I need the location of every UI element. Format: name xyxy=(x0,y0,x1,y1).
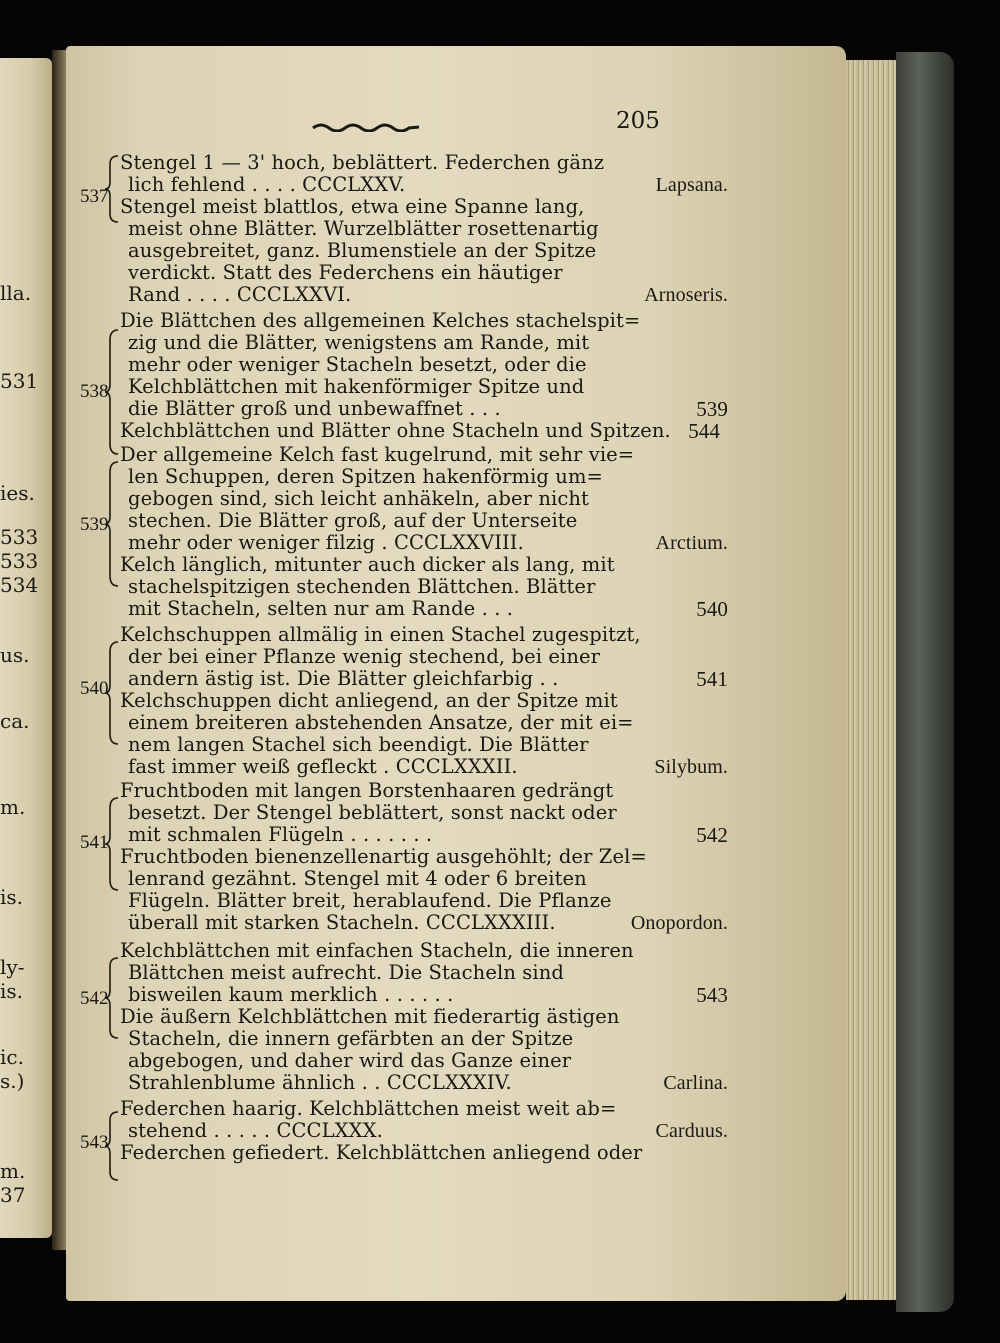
key-line-text: Flügeln. Blätter breit, herablaufend. Die Pflanze xyxy=(128,889,612,912)
key-line-text: lenrand gezähnt. Stengel mit 4 oder 6 breiten xyxy=(128,867,587,890)
key-line xyxy=(128,962,728,984)
couplet-reference: 543 xyxy=(696,983,728,1007)
key-line-text: Kelchblättchen mit einfachen Stacheln, die inneren xyxy=(120,939,634,962)
key-line-text: die Blätter groß und unbewaffnet . . . xyxy=(128,397,501,420)
key-line-text: fast immer weiß gefleckt . CCCLXXXII. xyxy=(128,755,518,778)
key-line xyxy=(120,554,720,576)
key-line xyxy=(128,376,728,398)
book-cover xyxy=(896,52,954,1312)
key-line xyxy=(120,196,720,218)
key-line-text: mehr oder weniger filzig . CCCLXXVIII. xyxy=(128,531,524,554)
couplet-reference: 539 xyxy=(696,397,728,421)
key-line-text: Stacheln, die innern gefärbten an der Spitze xyxy=(128,1027,574,1050)
genus-name: Onopordon. xyxy=(630,912,728,934)
key-line-text: mit Stacheln, selten nur am Rande . . . xyxy=(128,597,514,620)
key-line xyxy=(128,912,728,934)
key-line xyxy=(128,240,728,262)
margin-fragment: ly- xyxy=(0,955,25,979)
couplet-number: 541 xyxy=(80,832,109,853)
key-line xyxy=(128,984,728,1006)
margin-fragment: ca. xyxy=(0,709,30,733)
key-line xyxy=(128,734,728,756)
brace-542 xyxy=(104,956,120,1040)
key-line xyxy=(128,1028,728,1050)
key-line-text: gebogen sind, sich leicht anhäkeln, aber nicht xyxy=(128,487,589,510)
brace-539 xyxy=(104,460,120,588)
key-line xyxy=(128,466,728,488)
key-line-text: Die äußern Kelchblättchen mit fiederartig ästigen xyxy=(120,1005,620,1028)
couplet-reference: 540 xyxy=(696,597,728,621)
key-line xyxy=(128,1072,728,1094)
key-line xyxy=(120,310,720,332)
previous-page-edge xyxy=(0,58,52,1238)
margin-fragment: 533 xyxy=(0,525,39,549)
key-line-text: lich fehlend . . . . CCCLXXV. xyxy=(128,173,406,196)
margin-fragment: lla. xyxy=(0,281,32,305)
genus-name: Arctium. xyxy=(655,532,728,554)
key-line xyxy=(120,940,720,962)
key-line xyxy=(128,890,728,912)
key-line xyxy=(128,868,728,890)
key-line xyxy=(128,756,728,778)
brace-538 xyxy=(104,328,120,456)
key-line-text: bisweilen kaum merklich . . . . . . xyxy=(128,983,454,1006)
margin-fragment: 533 xyxy=(0,549,39,573)
key-line-text: Kelchschuppen allmälig in einen Stachel zugespitzt, xyxy=(120,623,641,646)
key-line-text: Federchen haarig. Kelchblättchen meist weit ab= xyxy=(120,1097,617,1120)
key-line-text: besetzt. Der Stengel beblättert, sonst nackt oder xyxy=(128,801,617,824)
key-line xyxy=(120,152,720,174)
key-line-text: len Schuppen, deren Spitzen hakenförmig um= xyxy=(128,465,603,488)
margin-fragment: is. xyxy=(0,885,24,909)
key-line xyxy=(120,690,720,712)
book-page xyxy=(66,46,846,1301)
key-line-text: ausgebreitet, ganz. Blumenstiele an der Spitze xyxy=(128,239,597,262)
key-line-text: andern ästig ist. Die Blätter gleichfarbig . . xyxy=(128,667,559,690)
couplet-reference: 541 xyxy=(696,667,728,691)
key-line-text: stechen. Die Blätter groß, auf der Unterseite xyxy=(128,509,578,532)
genus-name: Lapsana. xyxy=(655,174,728,196)
key-line-text: Federchen gefiedert. Kelchblättchen anliegend oder xyxy=(120,1141,643,1164)
key-line xyxy=(128,284,728,306)
key-line-text: stehend . . . . . CCCLXXX. xyxy=(128,1119,383,1142)
key-line-text: mehr oder weniger Stacheln besetzt, oder die xyxy=(128,353,587,376)
key-line xyxy=(128,488,728,510)
margin-fragment: ies. xyxy=(0,481,35,505)
margin-fragment: m. xyxy=(0,795,26,819)
key-line xyxy=(128,510,728,532)
key-line xyxy=(120,846,720,868)
key-line xyxy=(128,712,728,734)
key-line xyxy=(128,354,728,376)
key-line xyxy=(128,824,728,846)
margin-fragment: is. xyxy=(0,979,24,1003)
key-line xyxy=(128,646,728,668)
key-line-text: meist ohne Blätter. Wurzelblätter rosettenartig xyxy=(128,217,599,240)
key-line xyxy=(128,576,728,598)
key-line xyxy=(128,262,728,284)
key-line xyxy=(128,668,728,690)
key-line-text: Kelchschuppen dicht anliegend, an der Spitze mit xyxy=(120,689,618,712)
key-line xyxy=(120,1006,720,1028)
key-line-text: Stengel 1 — 3' hoch, beblättert. Federchen gänz xyxy=(120,151,605,174)
key-line xyxy=(120,624,720,646)
key-line-text: nem langen Stachel sich beendigt. Die Blätter xyxy=(128,733,589,756)
key-line xyxy=(128,174,728,196)
genus-name: Arnoseris. xyxy=(644,284,728,306)
margin-fragment: us. xyxy=(0,643,30,667)
key-line-text: zig und die Blätter, wenigstens am Rande, mit xyxy=(128,331,590,354)
genus-name: Carlina. xyxy=(663,1072,728,1094)
key-text xyxy=(66,46,846,1301)
key-line xyxy=(128,218,728,240)
key-line-text: stachelspitzigen stechenden Blättchen. Blätter xyxy=(128,575,596,598)
key-line xyxy=(128,398,728,420)
margin-fragment: 37 xyxy=(0,1183,26,1207)
margin-fragment: 531 xyxy=(0,369,39,393)
brace-540 xyxy=(104,640,120,746)
key-line xyxy=(120,420,720,442)
margin-fragment: m. xyxy=(0,1159,26,1183)
key-line-text: abgebogen, und daher wird das Ganze einer xyxy=(128,1049,572,1072)
key-line xyxy=(128,532,728,554)
key-line-text: Blättchen meist aufrecht. Die Stacheln sind xyxy=(128,961,564,984)
key-line-text: verdickt. Statt des Federchens ein häutiger xyxy=(128,261,563,284)
key-line-text: Kelchblättchen mit hakenförmiger Spitze und xyxy=(128,375,585,398)
page-number: 205 xyxy=(616,108,660,134)
key-line-text: Fruchtboden bienenzellenartig ausgehöhlt; der Zel= xyxy=(120,845,647,868)
couplet-number: 539 xyxy=(80,514,109,535)
key-line-text: Die Blättchen des allgemeinen Kelches stachelspit= xyxy=(120,309,641,332)
couplet-reference: 542 xyxy=(696,823,728,847)
brace-541 xyxy=(104,796,120,892)
key-line-text: überall mit starken Stacheln. CCCLXXXIII. xyxy=(128,911,556,934)
margin-fragment: 534 xyxy=(0,573,39,597)
key-line xyxy=(128,1120,728,1142)
genus-name: Carduus. xyxy=(655,1120,728,1142)
key-line-text: Kelch länglich, mitunter auch dicker als lang, mit xyxy=(120,553,615,576)
couplet-number: 542 xyxy=(80,988,109,1009)
couplet-number: 537 xyxy=(80,186,109,207)
key-line-text: Strahlenblume ähnlich . . CCCLXXXIV. xyxy=(128,1071,512,1094)
key-line xyxy=(128,802,728,824)
key-line xyxy=(128,598,728,620)
brace-537 xyxy=(104,154,120,224)
key-line-text: Fruchtboden mit langen Borstenhaaren gedrängt xyxy=(120,779,614,802)
key-line xyxy=(120,1142,720,1164)
key-line xyxy=(120,1098,720,1120)
margin-fragment: s.) xyxy=(0,1069,25,1093)
margin-fragment: ic. xyxy=(0,1045,24,1069)
key-line xyxy=(120,780,720,802)
key-line xyxy=(128,1050,728,1072)
key-line-text: einem breiteren abstehenden Ansatze, der mit ei= xyxy=(128,711,634,734)
key-line-text: mit schmalen Flügeln . . . . . . . xyxy=(128,823,433,846)
key-line-text: der bei einer Pflanze wenig stechend, bei einer xyxy=(128,645,601,668)
key-line-text: Stengel meist blattlos, etwa eine Spanne lang, xyxy=(120,195,585,218)
key-line-text: Der allgemeine Kelch fast kugelrund, mit sehr vie= xyxy=(120,443,635,466)
couplet-number: 543 xyxy=(80,1132,109,1153)
brace-543 xyxy=(104,1110,120,1182)
key-line xyxy=(128,332,728,354)
key-line-text: Kelchblättchen und Blätter ohne Stacheln und Spitzen. xyxy=(120,419,671,442)
genus-name: Silybum. xyxy=(654,756,728,778)
key-line-text: Rand . . . . CCCLXXVI. xyxy=(128,283,352,306)
couplet-number: 540 xyxy=(80,678,109,699)
couplet-reference: 544 xyxy=(688,419,720,443)
couplet-number: 538 xyxy=(80,381,109,402)
key-line xyxy=(120,444,720,466)
